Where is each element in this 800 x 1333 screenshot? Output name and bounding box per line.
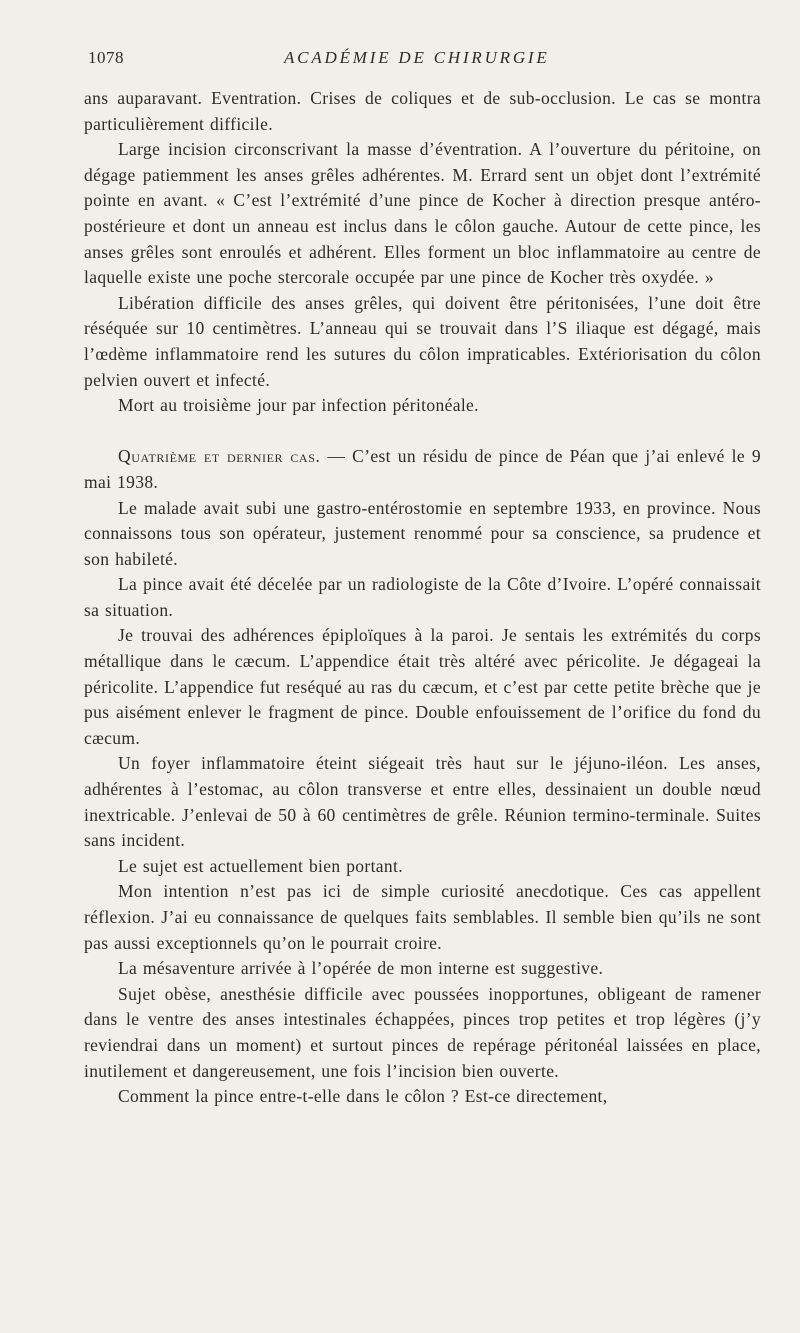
paragraph: La mésaventure arrivée à l’opérée de mon interne est suggestive. (118, 958, 604, 979)
section-heading: Quatrième et dernier cas. (118, 446, 321, 467)
paragraph-continuation: ans auparavant. Eventration. Crises de coliques et de sub-occlusion. Le cas se montra particulièrement difficile. (84, 88, 761, 134)
section-intro: — C’est un résidu de pince de Péan que j’ai enlevé le 9 mai 1938. (84, 446, 761, 492)
paragraph: Je trouvai des adhérences épiploïques à la paroi. Je sentais les extrémités du corps métallique dans le cæcum. L’appendice était très altéré avec péricolite. Je dégageai la péricolite. L’appendice fut reséqué au ras du cæcum, et c’est par cette petite brèche que je pus aisément enlever le fragment de pince. Double enfouissement de l’orifice du fond du cæcum. (84, 625, 761, 748)
paragraph: Mon intention n’est pas ici de simple curiosité anecdotique. Ces cas appellent réflexion. J’ai eu connaissance de quelques faits semblables. Il semble bien qu’ils ne sont pas aussi exceptionnels qu’on le pourrait croire. (84, 881, 761, 953)
body-text (84, 86, 761, 1110)
paragraph: Un foyer inflammatoire éteint siégeait très haut sur le jéjuno-iléon. Les anses, adhérentes à l’estomac, au côlon transverse et entre elles, dessinaient un double nœud inextricable. J’enlevai de 50 à 60 centimètres de grêle. Réunion termino-terminale. Suites sans incident. (84, 753, 761, 851)
running-head: ACADÉMIE DE CHIRURGIE (284, 48, 550, 67)
paragraph: Le malade avait subi une gastro-entérostomie en septembre 1933, en province. Nous connaissons tous son opérateur, justement renommé pour sa conscience, sa prudence et son habileté. (84, 497, 761, 569)
page-header (88, 48, 764, 72)
page-number: 1078 (88, 48, 124, 67)
paragraph: La pince avait été décelée par un radiologiste de la Côte d’Ivoire. L’opéré connaissait sa situation. (84, 574, 761, 620)
paragraph: Comment la pince entre-t-elle dans le côlon ? Est-ce directement, (118, 1086, 608, 1107)
section-paragraph (84, 444, 761, 495)
paragraph: Large incision circonscrivant la masse d’éventration. A l’ouverture du péritoine, on dégage patiemment les anses grêles adhérentes. M. Errard sent un objet dont l’extrémité pointe en avant. « C’est l’extrémité d’une pince de Kocher à direction presque antéro-postérieure et dont un anneau est inclus dans le côlon gauche. Autour de cette pince, les anses grêles sont enroulés et adhérent. Elles forment un bloc inflammatoire au centre de laquelle existe une poche stercorale occupée par une pince de Kocher très oxydée. » (84, 139, 761, 288)
paragraph: Libération difficile des anses grêles, qui doivent être péritonisées, l’une doit être réséquée sur 10 centimètres. L’anneau qui se trouvait dans l’S iliaque est dégagé, mais l’œdème inflammatoire rend les sutures du côlon impraticables. Extériorisation du côlon pelvien ouvert et infecté. (84, 292, 761, 390)
paragraph: Mort au troisième jour par infection péritonéale. (118, 395, 479, 416)
paragraph: Le sujet est actuellement bien portant. (118, 855, 403, 876)
paragraph: Sujet obèse, anesthésie difficile avec poussées inopportunes, obligeant de ramener dans le ventre des anses intestinales échappées, pinces trop petites et trop légères (j’y reviendrai dans un moment) et surtout pinces de repérage péritonéal laissées en place, inutilement et dangereusement, une fois l’incision bien ouverte. (84, 983, 761, 1081)
